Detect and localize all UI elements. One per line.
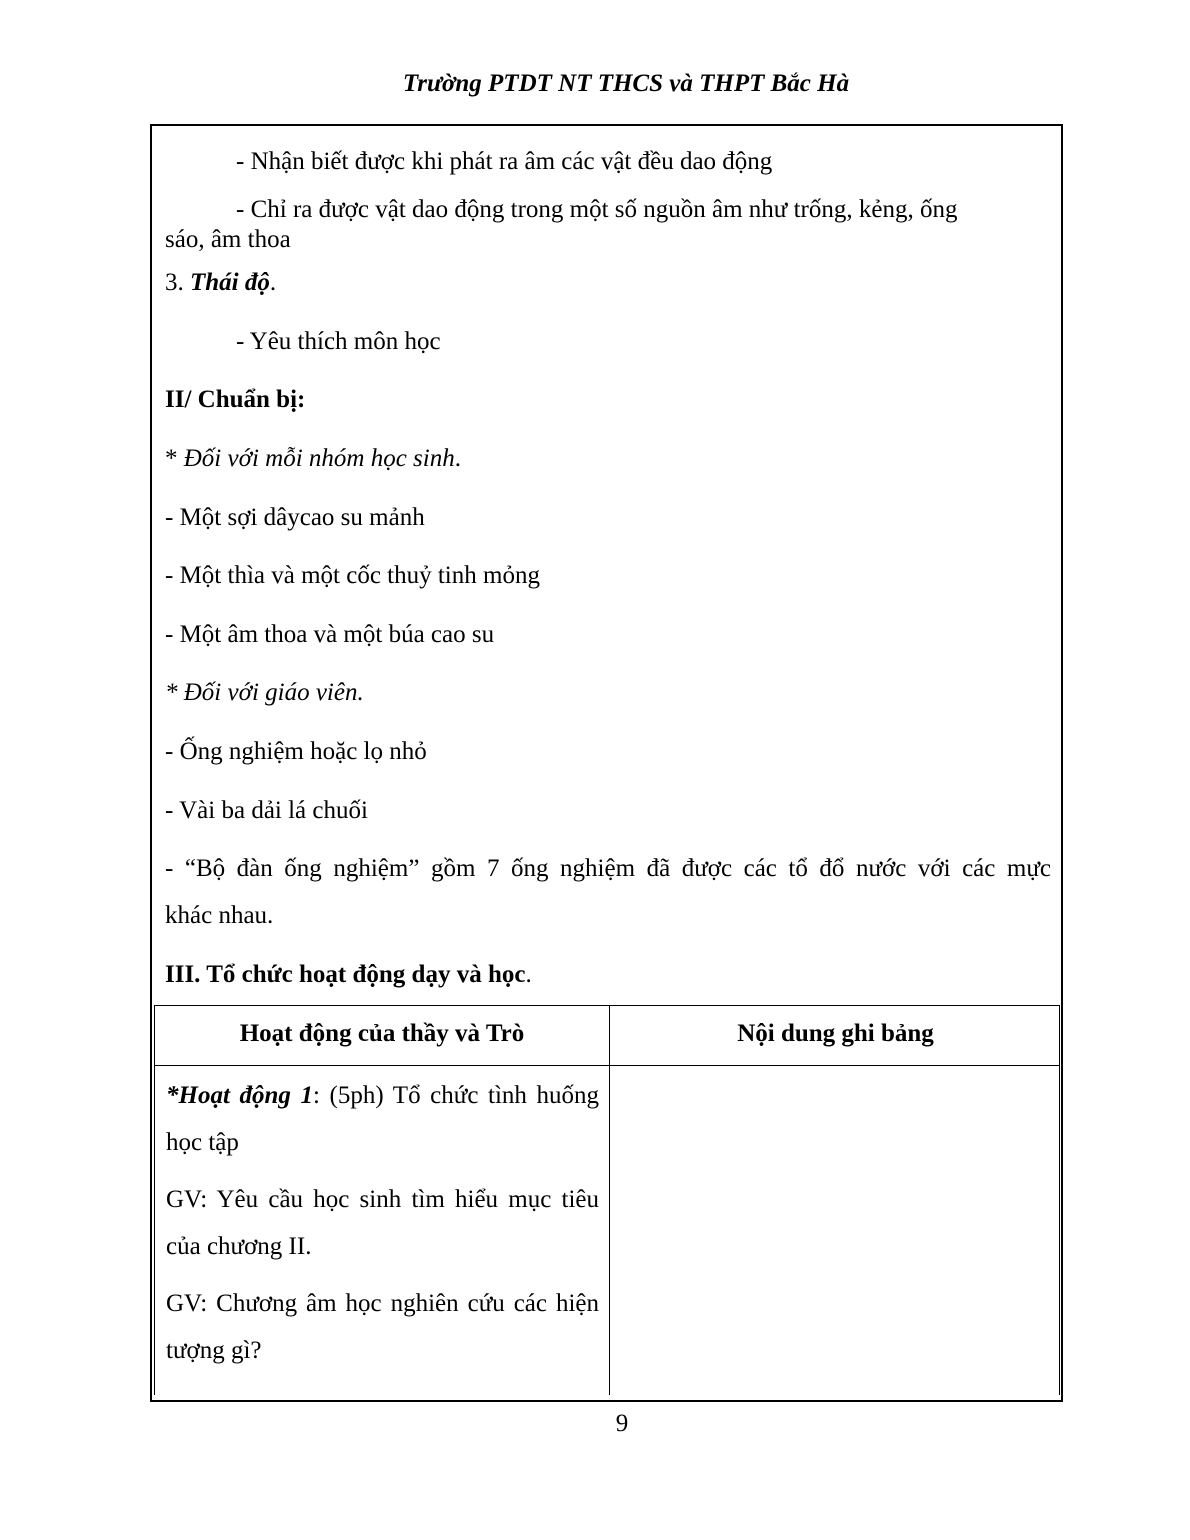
teacher-item: - Ống nghiệm hoặc lọ nhỏ — [165, 738, 427, 765]
student-item: - Một âm thoa và một búa cao su — [165, 621, 495, 648]
activity-cell — [166, 1072, 599, 1374]
attitude-item: - Yêu thích môn học — [236, 328, 441, 355]
activity-row-2: GV: Yêu cầu học sinh tìm hiểu mục tiêu của chương II. — [166, 1186, 599, 1260]
prep-teacher-heading: * Đối với giáo viên. — [165, 679, 364, 706]
skill-line-1: - Nhận biết được khi phát ra âm các vật đều dao động — [236, 148, 773, 175]
table-header-content: Nội dung ghi bảng — [737, 1020, 934, 1047]
activity-1-heading: *Hoạt động 1: (5ph) Tổ chức tình huống học tập — [166, 1082, 599, 1156]
teacher-item-3-line1: - “Bộ đàn ống nghiệm” gồm 7 ống nghiệm đã được các tổ đổ nước với các mực — [165, 855, 1051, 882]
table-header-activities: Hoạt động của thầy và Trò — [239, 1020, 525, 1047]
page-number: 9 — [615, 1410, 629, 1437]
prep-heading: II/ Chuẩn bị: — [165, 386, 306, 413]
organization-heading: III. Tổ chức hoạt động dạy và học. — [165, 961, 532, 988]
skill-line-2b: sáo, âm thoa — [165, 226, 291, 253]
prep-students-heading: * Đối với mỗi nhóm học sinh. — [165, 445, 461, 472]
attitude-heading: 3. Thái độ. — [165, 269, 277, 296]
skill-line-2a: - Chỉ ra được vật dao động trong một số nguồn âm như trống, kẻng, ống — [236, 196, 958, 223]
student-item: - Một sợi dâycao su mảnh — [165, 504, 425, 531]
activity-row-3: GV: Chương âm học nghiên cứu các hiện tượng gì? — [166, 1290, 599, 1364]
header-divider — [155, 1065, 1059, 1066]
teacher-item: - Vài ba dải lá chuối — [165, 797, 368, 824]
page-header: Trường PTDT NT THCS và THPT Bắc Hà — [402, 70, 850, 97]
teacher-item-3-line2: khác nhau. — [165, 902, 274, 929]
activity-table — [154, 1005, 1060, 1395]
student-item: - Một thìa và một cốc thuỷ tinh mỏng — [165, 562, 540, 589]
